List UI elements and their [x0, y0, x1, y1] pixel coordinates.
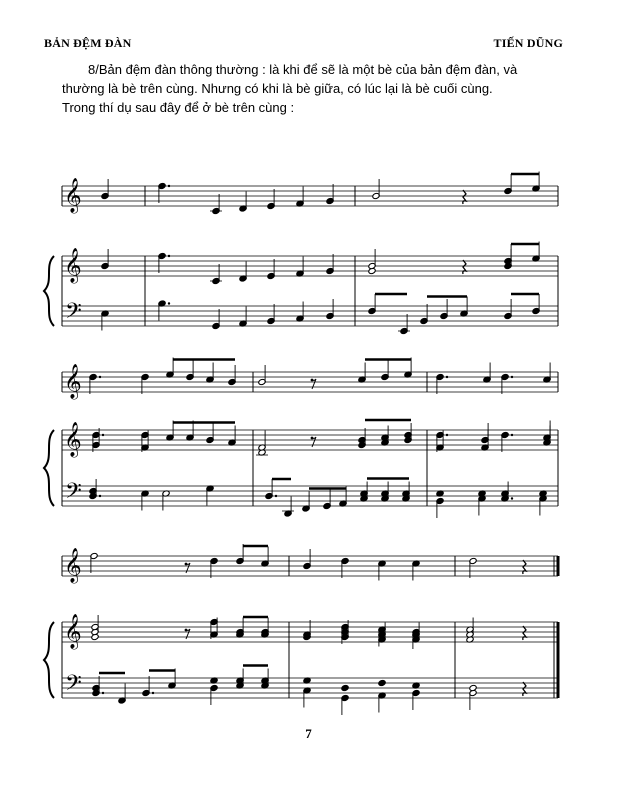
eighth-rest [186, 563, 190, 573]
grand-staff-brace [44, 256, 54, 326]
page-header-author: TIẾN DŨNG [493, 36, 563, 50]
note-dot [275, 495, 277, 497]
notehead [341, 684, 349, 691]
eighth-rest [186, 629, 190, 639]
grand-staff-brace [44, 622, 54, 698]
eighth-rest [312, 379, 316, 389]
intro-line-1: 8/Bản đệm đàn thông thường : là khi để sẽ là một bè của bản đệm đàn, và [88, 62, 518, 77]
quarter-rest [523, 560, 526, 574]
notehead [378, 679, 386, 686]
page-number: 7 [305, 726, 312, 741]
note-dot [446, 434, 448, 436]
quarter-rest [523, 626, 526, 640]
note-dot [102, 692, 104, 694]
note-dot [511, 376, 513, 378]
page-header-title: BẢN ĐỆM ĐÀN [44, 36, 132, 50]
treble-clef: 𝄞 [64, 364, 82, 399]
note-dot [168, 302, 170, 304]
note-dot [152, 692, 154, 694]
note-dot [99, 376, 101, 378]
eighth-rest [312, 437, 316, 447]
note-dot [168, 185, 170, 187]
note-dot [102, 434, 104, 436]
quarter-rest [463, 260, 466, 274]
bass-clef: 𝄢 [65, 479, 82, 509]
note-dot [511, 434, 513, 436]
treble-clef: 𝄞 [64, 248, 82, 283]
grand-staff-brace [44, 430, 54, 506]
treble-clef: 𝄞 [64, 178, 82, 213]
treble-clef: 𝄞 [64, 614, 82, 649]
treble-clef: 𝄞 [64, 548, 82, 583]
bass-clef: 𝄢 [65, 671, 82, 701]
quarter-rest [523, 682, 526, 696]
note-dot [511, 497, 513, 499]
note-dot [446, 376, 448, 378]
intro-line-3: Trong thí dụ sau đây để ở bè trên cùng : [62, 100, 295, 115]
note-dot [99, 495, 101, 497]
treble-clef: 𝄞 [64, 422, 82, 457]
note-dot [168, 255, 170, 257]
bass-clef: 𝄢 [65, 299, 82, 329]
intro-line-2: thường là bè trên cùng. Nhưng có khi là bè giữa, có lúc lại là bè cuối cùng. [62, 81, 493, 96]
quarter-rest [463, 190, 466, 204]
